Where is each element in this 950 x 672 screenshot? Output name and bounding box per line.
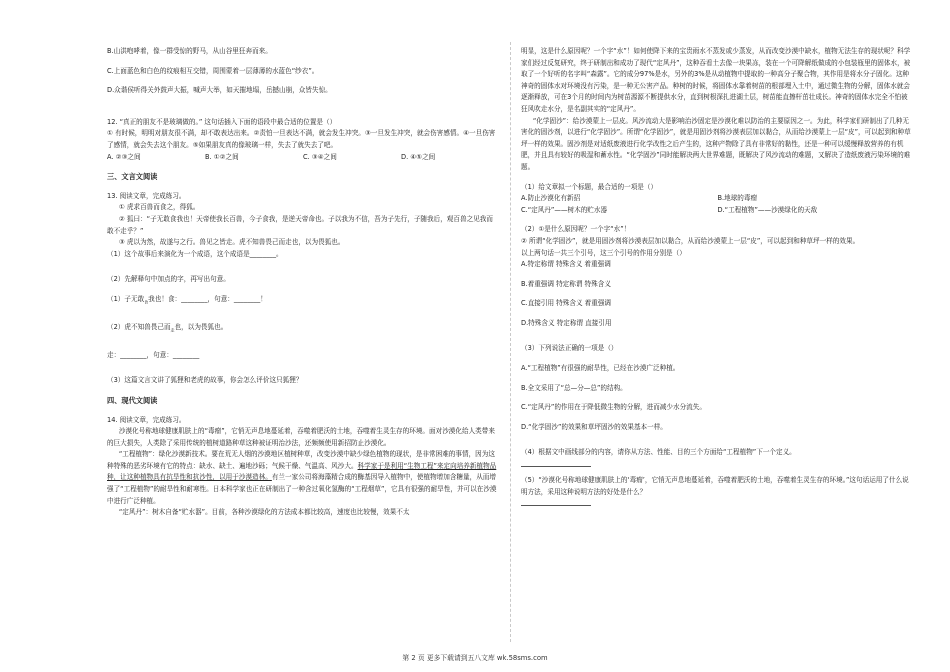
r1-option-b: B.地球的毒瘤: [717, 194, 758, 203]
r3-option-b: B.全文采用了“总—分—总”的结构。: [521, 383, 627, 392]
underlined-sentence: 科学家于是利用“生物工程”来定向培养新植物品种，让这种植物具有抗旱性和抗沙性，以用于沙漠造林。: [107, 461, 497, 482]
option-d: D.众谐侯听得关外鼓声大振，喊声大举，如天摧地塌，岳撼山崩，众皆失惊。: [107, 86, 332, 95]
question-r1: （1）给文章拟一个标题，最合适的一项是（）: [521, 182, 658, 191]
q12-option-d: D. ④⑤之间: [401, 152, 436, 161]
q13-sub-2b-answer: 走：________，句意：________: [107, 350, 200, 359]
q13-paragraph-1: ① 虎求百兽而食之，得狐。: [118, 203, 200, 212]
r1-option-a: A.防止沙漠化有新招: [521, 194, 581, 203]
q12-option-a: A. ②③之间: [107, 152, 141, 161]
question-r2c: 以上两句话一共三个引号，这三个引号的作用分别是（）: [521, 248, 686, 257]
column-divider: [510, 42, 511, 642]
question-12-text: ① 有时候，明明对朋友很不满，却不敢表达出来。②责怕一旦表达不满，就会发生冲突。③一旦发生冲突，就会伤害感情。④一旦伤害了感情，就会失去这个朋友。⑤如果朋友真的像玻璃一样，失去了就失去了吧。: [107, 129, 496, 149]
q13-sub-2a: （1）子无敢$_食$我也！食：________，句意：________！: [107, 294, 267, 305]
q13-sub-3: （3）这篇文言文讲了狐狸和老虎的故事，你会怎么评价这只狐狸？: [107, 376, 303, 385]
question-r2a: （2）①是什么原因呢？一个字“水”！: [521, 225, 631, 234]
section-4-title: 四、现代文阅读: [107, 395, 158, 405]
q13-paragraph-3: ③ 虎以为然，故遂与之行。兽见之皆走。虎不知兽畏己而走也，以为畏狐也。: [118, 238, 345, 247]
question-r2b: ② 所谓“化学固沙”，就是用固沙剂将沙漠表层加以黏合，从而给沙漠蒙上一层“皮”，可以起到和种草坪一样的效果。: [521, 236, 860, 245]
q12-option-c: C. ③④之间: [303, 152, 337, 161]
answer-line-r5: [521, 504, 591, 506]
dotted-char: 食: [144, 299, 149, 305]
r3-option-d: D.“化学固沙”的效果和草坪固沙的效果基本一样。: [521, 422, 667, 431]
q14-paragraph-3: “定风丹”：树木自备“贮水器”。目前，各种沙漠绿化的方法成本都比较高，速度也比较慢，效果不太: [118, 508, 410, 517]
section-3-title: 三、文言文阅读: [107, 172, 158, 182]
passage-chemical-sand: “化学固沙”：给沙漠蒙上一层皮。风沙流动大是影响治沙固定是沙漠化难以防治的主要原因之一。为此，科学家们研制出了几种无害化的固沙剂，以进行“化学固沙”。所谓“化学固沙”，就是用固沙剂将沙漠表层加以黏合，从而给沙漠蒙上一层“皮”，可以起到和种草坪一样的效果。固沙剂是对适纸废液进行化学改性之后产生的，这种产物除了具有非常好的黏性，还是一种可以缓慢释放营养的有机肥，并且具有较好的吸湿和蓄水性。“化学固沙”同时能解决两大世界难题，既解决了风沙流动的难题，又解决了造纸废液污染环境的难题。: [521, 116, 911, 171]
r2-option-b: B.着重强调 特定称谓 特殊含义: [521, 279, 611, 288]
r1-option-d: D.“工程植物”——沙漠绿化的天敌: [717, 205, 818, 214]
right-column: [521, 46, 914, 506]
passage-continued: 明显，这是什么原因呢？一个字“水”！如何使降下来的宝贵雨水不蒸发或少蒸发，从而改变沙漠中缺水，植物无法生存的现状呢？科学家们经过反复研究，终于研制出和成功了现代“定风丹”，这种吞看土去像一块果冻，装在一个可降解纸做成的小包装瓶里的固体水，被取了一个好听的名字叫“森露”。它的成分97%是水，另外的3%是从动植物中提取的一种高分子聚合物，其作用是将水分子固化。这种神奇的固体水对环境没有污染，是一种无公害产品。种树的时候，将固体水靠着树苗的根部埋入土中，通过微生物的分解，固体水就会逐渐释放，可在3个月的时间内为树苗源源不断提供水分，直到树根深扎进湖土层，树苗能直擦杆茁壮成长。神奇的固体水完全不怕被狂风吹走水分，是名副其实的“定风丹”。: [521, 47, 911, 113]
q13-sub-1: （1）这个故事后来演化为一个成语，这个成语是________。: [107, 249, 283, 258]
question-r3: （3）下列说法正确的一项是（）: [521, 344, 618, 353]
q13-sub-2b: （2）虎不知兽畏己而$_走$也，以为畏狐也。: [107, 322, 228, 333]
q14-paragraph-1: 沙漠化号称地球健康肌肤上的“毒瘤”，它悄无声息地蔓延着，吞噬着肥沃的土地，吞噬着生灵生存的环境。面对沙漠化给人类带来的巨大损失，人类除了采用传统的植树道路种草这种被证明治沙法，还频频使用新招防止沙漠化。: [107, 427, 495, 447]
question-12: 12. “真正的朋友不是玻璃做的。” 这句话插入下面的语段中最合适的位置是（）: [107, 117, 337, 126]
question-14: 14. 阅读文章，完成练习。: [107, 415, 186, 424]
question-r5: （5）“沙漠化号称地球健康肌肤上的‘毒瘤’，它悄无声息地蔓延着，吞噬着肥沃的土地，吞噬着生灵生存的环境。”这句话运用了什么说明方法，采用这种说明方法的好处是什么？: [521, 476, 909, 496]
q14-paragraph-2: “工程植物”：绿化沙漠新技术。要在荒无人烟的沙漠地区植树种草，改变沙漠中缺少绿色植物的现状，是非常困难的事情，因为这种特殊的恶劣环境有它的特点：缺水、缺土、遍地沙砾；气候干燥、气温高、风沙大。科学家于是利用“生物工程”来定向培养新植物品种，让这种植物具有抗旱性和抗沙性，以用于沙漠造林。有兰一家公司将海藻精合成的酶基因导入植物中，使植物增加含糖量，从而增强了“工程植物”的耐旱性和耐寒性。日本科学家也正在研制出了一种含过氧化氢酶的“工程烟草”，它具有很强的耐旱性，并可以在沙漠中进行广泛种植。: [107, 450, 497, 505]
r3-option-c: C.“定风丹”的作用在于降低微生物的分解，进而减少水分流失。: [521, 403, 706, 412]
question-13: 13. 阅读文章，完成练习。: [107, 191, 186, 200]
q13-paragraph-2: ② 狐曰：“子无敢食我也！天帝使我长百兽，今子食我，是逆天帝命也。子以我为不信，吾为子先行，子随我后，观百兽之见我而敢不走乎？”: [107, 214, 493, 235]
r2-option-c: C.直接引用 特殊含义 着重强调: [521, 299, 612, 308]
question-r4: （4）根据文中画线部分的内容，请你从方法、性能、目的三个方面给“工程植物”下一个定义。: [521, 448, 796, 457]
r2-option-d: D.特殊含义 特定称谓 直接引用: [521, 318, 612, 327]
question-12-options: [107, 152, 499, 164]
r2-option-a: A.特定称谓 特殊含义 着重强调: [521, 260, 611, 269]
option-c: C.上面蓝色和白色的纹痕相互交错，周围蒙着一层薄薄的水蓝色“纱衣”。: [107, 66, 319, 75]
q12-option-b: B. ①②之间: [205, 152, 239, 161]
dotted-char-2: 走: [170, 327, 175, 333]
r3-option-a: A.“工程植物”有很强的耐旱性，已经在沙漠广泛种植。: [521, 364, 680, 373]
q13-sub-2: （2）先解释句中加点的字，再写出句意。: [107, 275, 230, 284]
page-footer: 第 2 页 更多下载请到五八文库 wk.58sms.com: [402, 654, 548, 662]
option-b: B.山洪咆哮着，像一群受惊的野马，从山谷里狂奔而来。: [107, 47, 272, 55]
r1-option-c: C.“定风丹”——树木的贮水器: [521, 205, 608, 214]
left-column: [107, 46, 499, 519]
